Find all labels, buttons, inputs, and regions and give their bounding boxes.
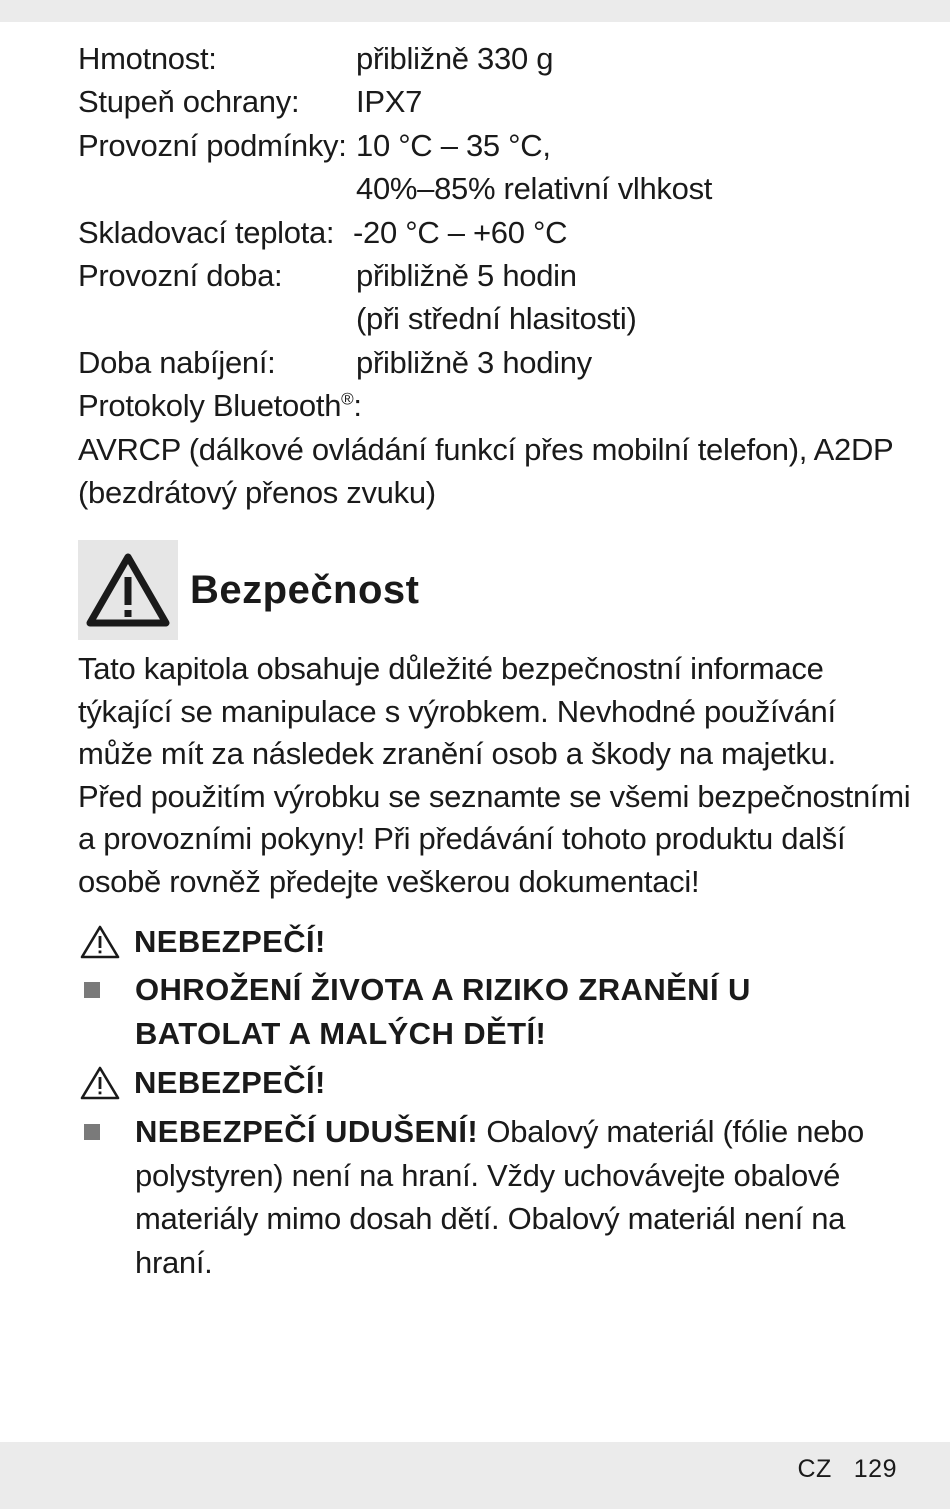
spec-value: přibližně 5 hodin (při střední hlasitosti) xyxy=(356,258,637,337)
bluetooth-protocol-line: AVRCP (dálkové ovládání funkcí přes mobilní telefon), A2DP xyxy=(78,431,894,467)
spec-label: Doba nabíjení: xyxy=(78,344,276,380)
page-number: 129 xyxy=(853,1455,897,1483)
bluetooth-protocol-line: (bezdrátový přenos zvuku) xyxy=(78,475,436,511)
spec-row-protection xyxy=(78,80,898,123)
top-band xyxy=(0,0,950,22)
spec-row-weight xyxy=(78,37,898,80)
bullet-square xyxy=(84,1124,100,1140)
spec-label: Stupeň ochrany: xyxy=(78,84,300,120)
spec-value: přibližně 330 g xyxy=(356,41,554,76)
spec-value: IPX7 xyxy=(356,84,423,120)
spec-row-operating-conditions xyxy=(78,124,898,211)
warning-triangle-icon xyxy=(80,1066,124,1100)
spec-label: Provozní doba: xyxy=(78,258,283,294)
spec-row-operating-time xyxy=(78,254,898,341)
spec-label: Hmotnost: xyxy=(78,41,217,76)
danger-text: NEBEZPEČÍ UDUŠENÍ! Obalový materiál (fólie nebo polystyren) není na hraní. Vždy uchovávejte obalové materiály mimo dosah dětí. Obalový materiál není na hraní. xyxy=(135,1114,864,1280)
danger-emphasis: NEBEZPEČÍ UDUŠENÍ! xyxy=(135,1114,479,1149)
warning-triangle-icon xyxy=(80,925,124,959)
bluetooth-protocols: Protokoly Bluetooth®: AVRCP (dálkové ovládání funkcí přes mobilní telefon), A2DP (bezdrátový přenos zvuku) xyxy=(78,384,898,514)
safety-section-header xyxy=(78,540,420,640)
spec-row-storage-temperature xyxy=(78,211,898,254)
spec-value: 10 °C – 35 °C, 40%–85% relativní vlhkost xyxy=(356,127,713,207)
warning-icon-box xyxy=(78,540,178,640)
spec-row-charging-time xyxy=(78,341,898,384)
danger-heading: NEBEZPEČÍ! xyxy=(80,924,326,960)
page-footer xyxy=(797,1455,897,1484)
danger-text: OHROŽENÍ ŽIVOTA A RIZIKO ZRANĚNÍ U BATOLAT A MALÝCH DĚTÍ! xyxy=(135,972,751,1051)
bluetooth-label: Protokoly Bluetooth xyxy=(78,388,342,424)
danger-heading: NEBEZPEČÍ! xyxy=(80,1065,326,1101)
section-title: Bezpečnost xyxy=(190,567,420,612)
warning-triangle-icon xyxy=(86,553,170,627)
registered-mark: ® xyxy=(341,389,354,409)
safety-intro-paragraph: Tato kapitola obsahuje důležité bezpečnostní informace týkající se manipulace s výrobkem. Nevhodné používání může mít za následek zranění osob a škody na majetku. Před použitím výrobku se seznamte se všemi bezpečnostními a provozními pokyny! Při předávání tohoto produktu další osobě rovněž předejte veškerou dokumentaci! xyxy=(78,651,911,899)
technical-specs xyxy=(78,37,898,514)
spec-value: přibližně 3 hodiny xyxy=(356,344,592,380)
bullet-square xyxy=(84,982,100,998)
spec-label: Provozní podmínky: xyxy=(78,127,347,163)
spec-label: Skladovací teplota: xyxy=(78,214,335,250)
spec-value: -20 °C – +60 °C xyxy=(353,214,568,250)
language-code: CZ xyxy=(797,1455,832,1483)
